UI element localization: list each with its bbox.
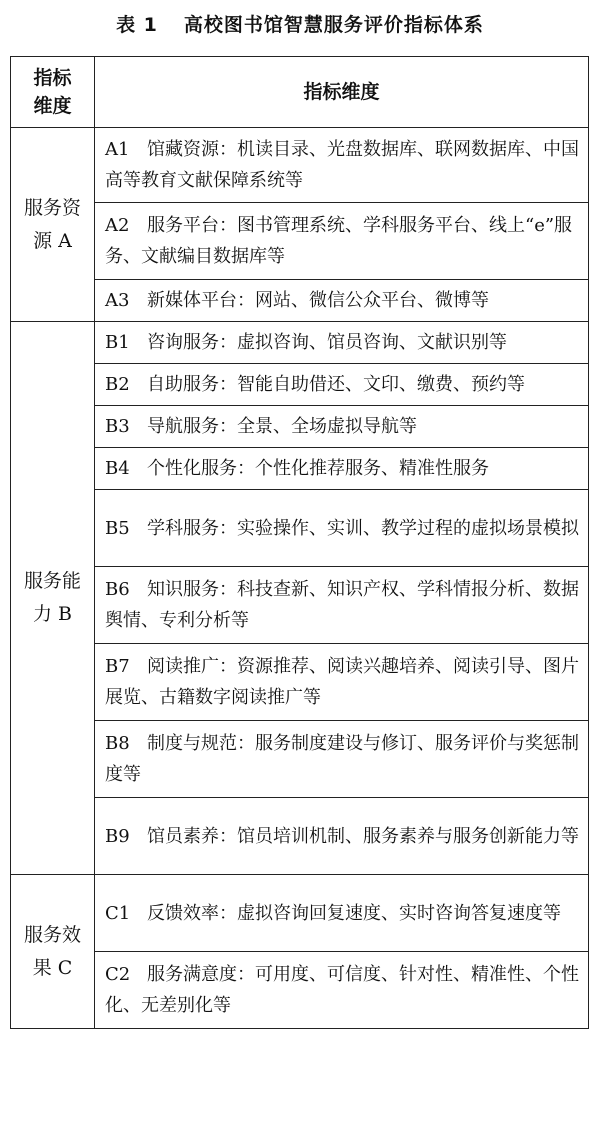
table-row — [11, 721, 589, 798]
item-cell-b7: B7 阅读推广：资源推荐、阅读兴趣培养、阅读引导、图片展览、古籍数字阅读推广等 — [95, 644, 589, 721]
table-row — [11, 322, 589, 364]
table-row — [11, 364, 589, 406]
item-cell-c1: C1 反馈效率：虚拟咨询回复速度、实时咨询答复速度等 — [95, 875, 589, 952]
item-cell-b2: B2 自助服务：智能自助借还、文印、缴费、预约等 — [95, 364, 589, 406]
table-row — [11, 644, 589, 721]
header-dimension: 指标维度 — [11, 57, 95, 128]
table-title: 高校图书馆智慧服务评价指标体系 — [183, 13, 484, 36]
table-caption — [0, 0, 600, 46]
table-row — [11, 567, 589, 644]
item-cell-b4: B4 个性化服务：个性化推荐服务、精准性服务 — [95, 448, 589, 490]
item-cell-b5: B5 学科服务：实验操作、实训、教学过程的虚拟场景模拟 — [95, 490, 589, 567]
table-row — [11, 490, 589, 567]
dimension-cell-b: 服务能力 B — [11, 322, 95, 875]
table-number: 表 1 — [116, 13, 158, 36]
item-cell-b9: B9 馆员素养：馆员培训机制、服务素养与服务创新能力等 — [95, 798, 589, 875]
item-cell-b6: B6 知识服务：科技查新、知识产权、学科情报分析、数据舆情、专利分析等 — [95, 567, 589, 644]
table-row — [11, 448, 589, 490]
header-indicator: 指标维度 — [95, 57, 589, 128]
table-row — [11, 798, 589, 875]
table-header-row — [11, 57, 589, 128]
item-cell-c2: C2 服务满意度：可用度、可信度、针对性、精准性、个性化、无差别化等 — [95, 952, 589, 1029]
item-cell-b1: B1 咨询服务：虚拟咨询、馆员咨询、文献识别等 — [95, 322, 589, 364]
item-cell-b8: B8 制度与规范：服务制度建设与修订、服务评价与奖惩制度等 — [95, 721, 589, 798]
table-row — [11, 406, 589, 448]
indicator-table — [10, 56, 589, 1029]
item-cell-b3: B3 导航服务：全景、全场虚拟导航等 — [95, 406, 589, 448]
dimension-cell-c: 服务效果 C — [11, 875, 95, 1029]
item-cell-a1: A1 馆藏资源：机读目录、光盘数据库、联网数据库、中国高等教育文献保障系统等 — [95, 128, 589, 203]
table-row — [11, 203, 589, 280]
table-row — [11, 280, 589, 322]
item-cell-a3: A3 新媒体平台：网站、微信公众平台、微博等 — [95, 280, 589, 322]
table-row — [11, 875, 589, 952]
dimension-cell-a: 服务资源 A — [11, 128, 95, 322]
item-cell-a2: A2 服务平台：图书管理系统、学科服务平台、线上“e”服务、文献编目数据库等 — [95, 203, 589, 280]
table-row — [11, 128, 589, 203]
table-row — [11, 952, 589, 1029]
